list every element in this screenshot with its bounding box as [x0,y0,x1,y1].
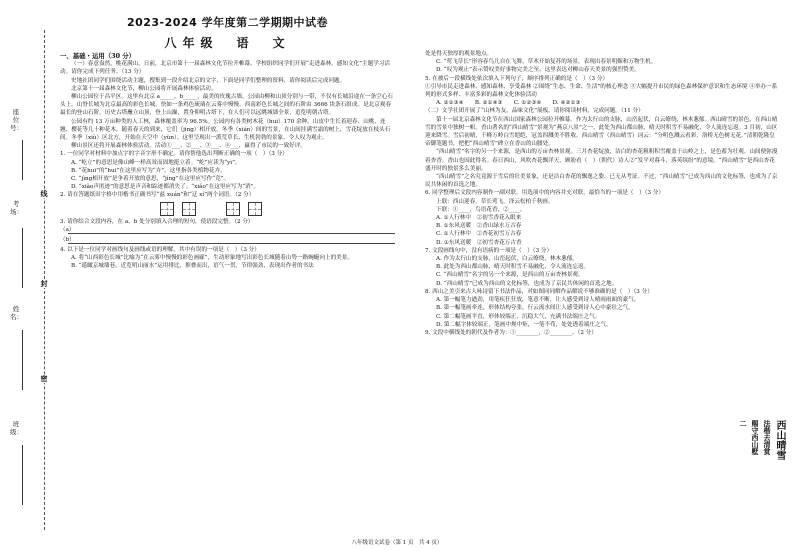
question-1: 1. 一位同学对材料中加点字的字音字形不确定。请你帮他选出判断正确的一项（ ）（3 分） [60,151,288,158]
intro-paragraph: 史地社团同学们围绕活动主题，搜集到一段介绍北京的文字，下面是同学们整理的资料，请你阅读后完成问题。 [71,77,346,84]
option: A. 作为太行山的支脉，山峦起伏，白云缭绕，林木葱郁。 [436,256,578,263]
couplet-upper: 上联：西山迎春，草长莺飞，泽云松柏千秋画。 [436,198,554,205]
question-7: 7. 文段画线句中，没有语病的一项是（ ）（3 分） [425,247,553,254]
option: D. 第二幅字体较端正，笔画中规中矩，一笔不苟，处处透着端庄之气。 [436,321,612,328]
binding-mark-seal: 封 [38,280,50,288]
section-heading: 一、基础・运用（30 分） [60,52,136,60]
question-3: 3. 请你结合文段内容，在 a、b 处分别填入合理的短句，使语段完整。（2 分） [60,218,254,225]
class-line [22,445,23,505]
left-column [60,52,395,270]
option: D. “西山晴雪”已成为西山的文化标签，也成为了京民共休闲的首选之地。 [436,280,618,287]
question-8: 8. 西山之美引来古人咏诗留下书法作品，对如图同同解作品解说不够准确的是（ ）（3 分） [425,288,653,295]
poem-title: 西山晴雪 [774,420,785,460]
exam-subtitle: 八年级 语 文 [164,36,291,50]
option: C. “莺飞草长”形容春鸟儿自在飞舞，草木开始复苏的场景，表现出春景明媚和万物生机。 [436,59,657,66]
option: A. “屹立”的意思是像山峰一样高耸而固地挺立着。“屹”应读为“yì”。 [71,159,241,166]
option: D. “叹为观止”表示赞叹美好事物完美之至。这里表达对柳山春天美景的强烈赞美。 [436,67,640,74]
option: D. “xiǎo声匿迹”的意思是声音和踪迹都消失了。“xiǎo”在这里应写为“消”。 [71,184,260,191]
question-5-options: A. ②①③④ B. ②①④③ C. ①②③④ D. ④②①③ [436,100,581,107]
answer-label-a: （a） [60,226,75,233]
tianzige-cell[interactable] [182,202,196,216]
page-footer: 八年级语文试卷（第 1 页 共 4 页） [351,540,443,546]
option: C. 第二幅笔画平直，形体较端正，沉稳大气，充满书法端庄之气。 [436,313,601,320]
calligraphy-poem [724,420,784,520]
name-label: 姓名： [10,305,23,321]
passage-paragraph: 公园有约 13 万亩种类的人工林，森林覆盖率为 96.5%。公园内有各类树木花（hui）170 余种。山皮中生长着迎春、山桃、连翘、樱花等几十种花木。随着春天的到来，它们（jing）相开放。冬季（xián）间的雪景，在山间挂满雪霜的树上，雪花绽放在枝头石间。冬季（xiù）区北方，开始在天空中（yùn）。这里呈现出一派荒草长、生机勃勃的景象，令人叹为观止。 [60,118,391,142]
answer-label-b: （b） [60,236,75,243]
binding-strip [0,0,54,550]
option: D. ①东风送暖 ②初雪杏花万古香 [436,239,522,246]
question-2: 2. 请在答题纸田字格中用楷书正确书写“兹 xuán”和“迂 xí”两个词语。（2 分） [60,192,255,199]
tianzige-grid[interactable] [160,202,395,216]
question-5: 5. 在被后一段横线处依次填入下列句子，顺序排列正确的是（ ）（3 分） [425,75,609,82]
seat-number-label: 座位号： [10,108,23,132]
class-label: 班级： [10,420,23,436]
exam-room-line [22,228,23,288]
passage-paragraph: 柳山景区还将开展森林体验活动。活动①___、②___、③___、④___，赢得了市民的一致好评。 [71,143,306,150]
exam-room-label: 考场： [10,200,23,216]
exam-title: 2023-2024 学年度第二学期期中试卷 [126,16,329,29]
intro-paragraph: （一）春意盎然，桃花满山。日前，北京市第十一届森林文化节拉开帷幕。学校组织同学们开展“走进森林，感知文化”主题学习活动。请你完成下列任务。（13 分） [60,61,390,76]
poem-line: 赐守西山墅 [751,420,760,455]
option: A. ①人行林中 ②初雪香花入眼来 [436,215,522,222]
option: B. 第一幅笔画牵连，形体结构夸张，行云流水间让人感受到诗人心中豪壮之气。 [436,305,634,312]
binding-mark-line: 线 [38,190,50,198]
option: B. “遥瞰京城墙巷，近览明山丽水”运用排比，推叠而出，语气一贯，节律强劲，表现出作者的书法 [71,263,314,270]
name-line [22,330,23,390]
option: C. ①人行林中 ②杏花初雪万古春 [436,231,522,238]
passage-paragraph: “西山晴雪”之名究竟源于雪后的壮美景象，还是洁白杏花的飘逸之姿，已无从考证。不过，“西山晴雪”已成为西山的文化标签，也成为了京民共休闲的首选之地。 [425,174,778,189]
tianzige-cell[interactable] [248,202,262,216]
option: A. 第一幅笔力遒劲，用笔疾狂狂放，笔意不断，让人感受到诗人晴雨雨面的豪气。 [436,297,640,304]
answer-line-a[interactable] [60,226,395,234]
option: C. “jìng相开放”是争着开放的意思，“jìng”在这里应写作“竞”。 [71,176,230,183]
option: A. 将“山西彩色长城”比喻为“在云雾中慢慢的彩色画廊”，生动形象地写出彩色长城随着山势一路蜿蜒向上的美景。 [71,255,353,262]
question-6: 6. 同学整理后文段内容制作一副对联。用选项中的内容并充对联，最恰当的一项是（ ）（3 分） [425,190,664,197]
answer-line-b[interactable] [60,236,395,244]
passage-paragraph: 北京第十一届森林文化节，柳山公园将开展森林体验活动。 [71,85,217,92]
seat-number-line [22,140,23,180]
tianzige-cell[interactable] [226,202,240,216]
question-4: 4. 以下是一位同学对画线句及画线或语的理解。其中有误的一项是（ ）（3 分） [60,246,260,253]
question-5-items: ①引导市民走进森林、感知森林、享受森林 ②围绕“生态、生命、生活”的核心理念 ③大幅提升市民的绿色森林保护意识和生态环境 ④举办一系列的形式多样、丰富多彩的森林文化体验活动 [425,83,778,99]
part-heading: （二）文学社团开展了“山林为友，品味文化”展板。请你阅读材料，完成问题。（11 分） [425,108,644,115]
poem-line: 法楷去清赏 [763,420,772,455]
continued-text: 处是得天独厚的观景地点。 [425,51,493,57]
binding-mark-secret: 密 [38,375,50,383]
option: B. 此处为西山都山脉，晴天时积雪不易融化，令人流连忘返。 [436,264,590,271]
option: B. ①东风送暖 ②香山绿水万古春 [436,223,522,230]
passage-paragraph: 柳山公园位于昌平区。这里有北京 a_____，b_____，最美的玫瑰古墙。公园由柳和山顶分别与一带，不仅有长城沿途在一条空心石头上。山脊长城为北京最高的彩色长城。快如一条鸡色琉璃在云雾中慢慢。西南彩色长城之间的石阶由 3666 块条石组成。是北京观春最长的登山石阶。历史古塔矗立山顶，登上山巅，置身仰明古塔下，在人们可以远眺城墙全景，追览明朝古塔。 [60,94,393,117]
passage-paragraph: “西山晴雪”名字的另一个来源，是西山的万亩杏林景观。三月杏花绽放，洁白的杏花粗粗积雪覆盖于山岭之上，是色蓄为壮观。山间便弥漫着杏香。香山也因此得名。春日西山，风吹杏花飘洋天，顾盼看（ ）（朝代）诗人②“发平对暮斗，落英缤纷”的意境。“西山晴雪”是西山杏花盛开时的独景多么美丽。 [425,149,778,172]
question-9: 9. 文段中横线处的朝代及作者为：①________，②________。（2 分） [425,329,597,336]
passage-paragraph: 第十一届北京森林文化节在西山国家森林公园拉开帷幕。作为太行山的支脉，山峦起伏，白云缭绕，林木葱郁。西山晴雪的景色，在西山晴雪的雪景中独树一帜。香山著名的“西山晴雪”景观为“燕京八景”之一，此处为西山都山脉，晴天时积雪不易融化，令人流连忘返。3 月初，山区迎来降雪。雪后初晴，千峰万岭白雪皑皑，冠盖四溅美不胜收。西山晴雪（西山晴雪）词云：“分明色溅云看彩，洛桥无色树无花。”清朝乾隆皇帝御笔题书，把把“西山晴雪”碑立在香山的山腰处。 [425,116,778,148]
option: C. “西山晴雪”名字的另一个来源，是西山的万亩杏林景观。 [436,272,584,279]
right-column [425,50,780,337]
tianzige-cell[interactable] [160,202,174,216]
option: B. “花hui”的“hui”在这里应写为“卉”，这里指各类植物花卉。 [71,167,226,174]
couplet-lower: 下联：①____，鸟语花香，②____。 [436,206,526,213]
poem-mark: 二 [739,420,748,427]
